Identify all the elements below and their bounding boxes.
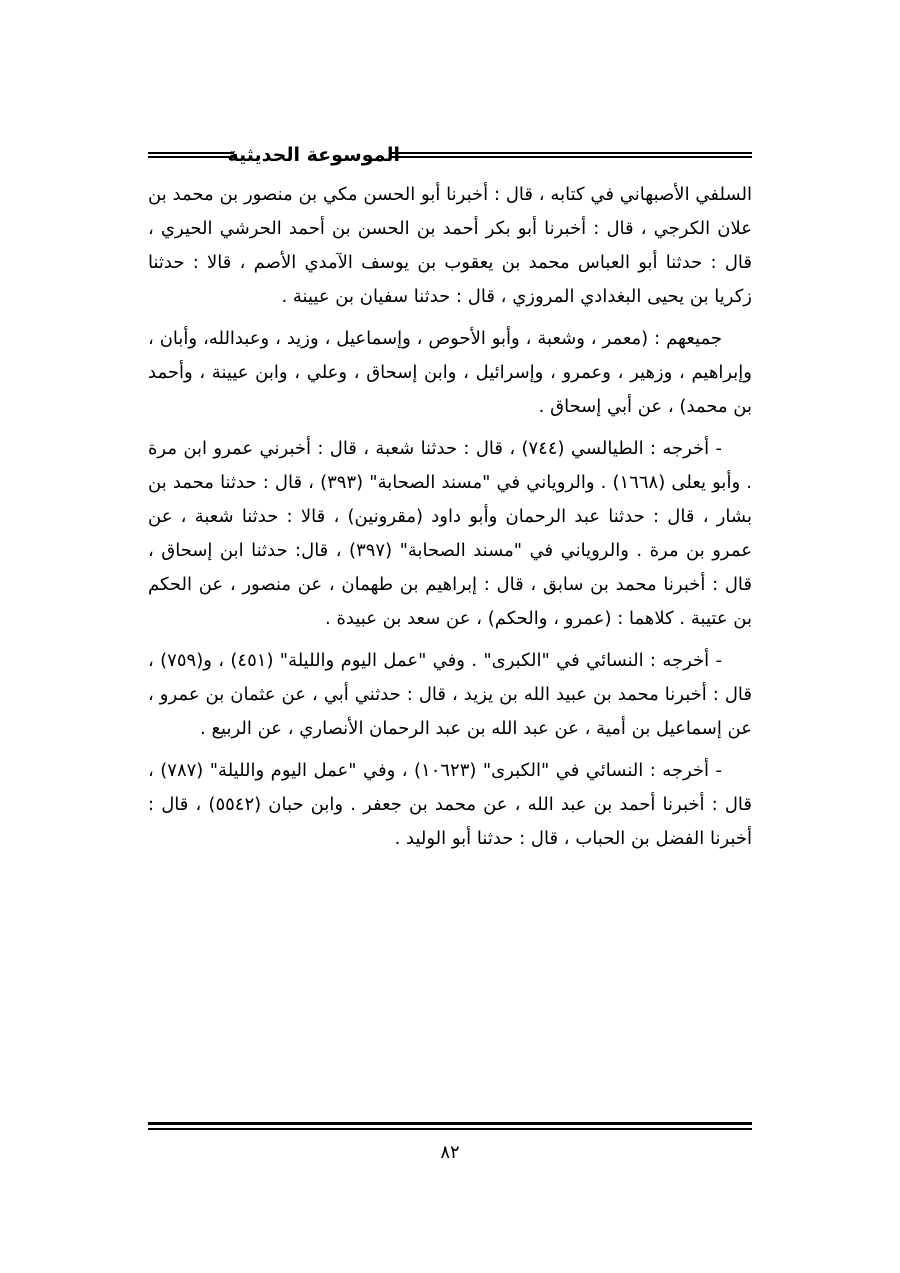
- header-rule-left: [148, 152, 234, 158]
- paragraph: جميعهم : (معمر ، وشعبة ، وأبو الأحوص ، وإسماعيل ، وزيد ، وعبدالله، وأبان ، وإبراهيم ، وزهير ، وعمرو ، وإسرائيل ، وابن إسحاق ، وعلي ، وابن عيينة ، وأحمد بن محمد) ، عن أبي إسحاق .: [148, 328, 752, 417]
- body-text: [148, 178, 752, 856]
- footer-rule: [148, 1122, 752, 1130]
- header-title: الموسوعة الحديثية: [227, 144, 400, 166]
- page-number: ٨٢: [440, 1142, 460, 1163]
- paragraph: السلفي الأصبهاني في كتابه ، قال : أخبرنا أبو الحسن مكي بن منصور بن محمد بن علان الكرجي ، قال : أخبرنا أبو بكر أحمد بن الحسن بن أحمد الحرشي الحيري ، قال : حدثنا أبو العباس محمد بن يعقوب بن يوسف الآمدي الأصم ، قالا : حدثنا زكريا بن يحيى البغدادي المروزي ، قال : حدثنا سفيان بن عيينة .: [148, 184, 752, 307]
- paragraph: - أخرجه : النسائي في "الكبرى" (١٠٦٢٣) ، وفي "عمل اليوم والليلة" (٧٨٧) ، قال : أخبرنا أحمد بن عبد الله ، عن محمد بن جعفر . وابن حبان (٥٥٤٢) ، قال : أخبرنا الفضل بن الحباب ، قال : حدثنا أبو الوليد .: [148, 760, 752, 849]
- running-header: [148, 140, 752, 170]
- header-rule-right: [390, 152, 752, 158]
- document-page: [148, 140, 752, 1240]
- paragraph: - أخرجه : النسائي في "الكبرى" . وفي "عمل اليوم والليلة" (٤٥١) ، و(٧٥٩) ، قال : أخبرنا محمد بن عبيد الله بن يزيد ، قال : حدثني أبي ، عن عثمان بن عمرو ، عن إسماعيل بن أمية ، عن عبد الله بن عبد الرحمان الأنصاري ، عن الربيع .: [148, 650, 752, 739]
- paragraph: - أخرجه : الطيالسي (٧٤٤) ، قال : حدثنا شعبة ، قال : أخبرني عمرو ابن مرة . وأبو يعلى (١٦٦٨) . والروياني في "مسند الصحابة" (٣٩٣) ، قال : حدثنا محمد بن بشار ، قال : حدثنا عبد الرحمان وأبو داود (مقرونين) ، قالا : حدثنا شعبة ، عن عمرو بن مرة . والروياني في "مسند الصحابة" (٣٩٧) ، قال: حدثنا ابن إسحاق ، قال : أخبرنا محمد بن سابق ، قال : إبراهيم بن طهمان ، عن منصور ، عن الحكم بن عتيبة . كلاهما : (عمرو ، والحكم) ، عن سعد بن عبيدة .: [148, 438, 753, 629]
